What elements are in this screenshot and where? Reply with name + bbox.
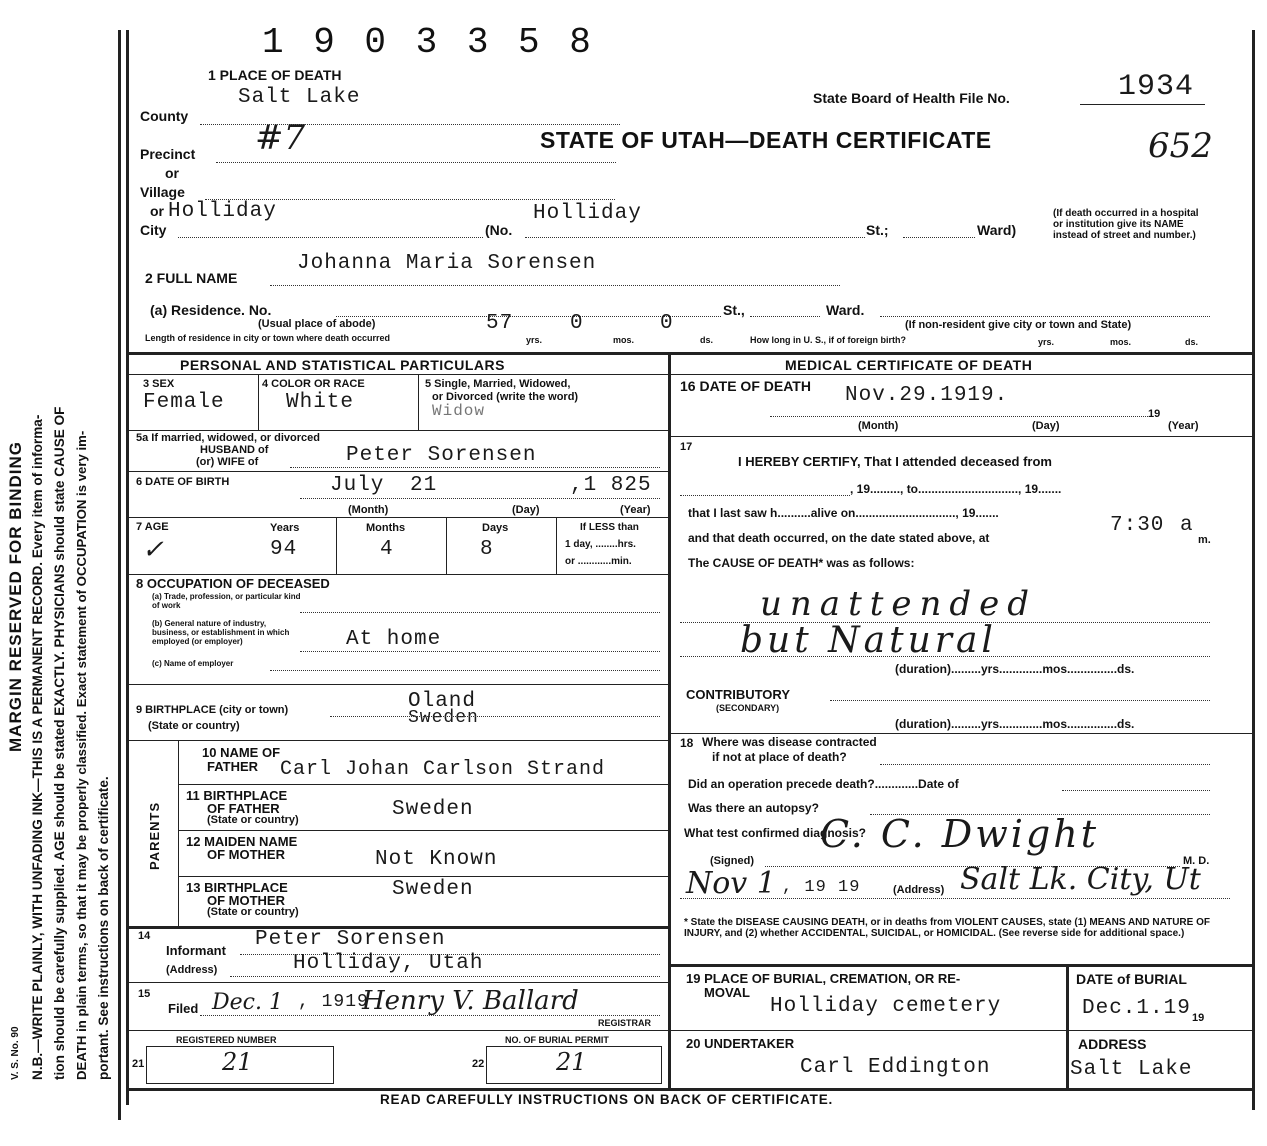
md-label: M. D. bbox=[1183, 855, 1210, 867]
operation-label: Did an operation precede death?.............Date of bbox=[688, 777, 959, 791]
death-time-m: m. bbox=[1198, 534, 1211, 546]
death-day-label: (Day) bbox=[1032, 420, 1060, 432]
precinct-value: #7 bbox=[255, 118, 306, 158]
length-residence-label: Length of residence in city or town where death occurred bbox=[145, 333, 391, 343]
physician-signature: C. C. Dwight bbox=[820, 812, 1099, 856]
dob-day: 21 bbox=[410, 474, 438, 497]
father-bp-row-line bbox=[178, 830, 668, 831]
disease-contracted-line bbox=[880, 764, 1210, 765]
handwritten-number: 652 bbox=[1148, 126, 1213, 166]
birthplace-state-label: (State or country) bbox=[148, 720, 240, 732]
burial-mid-line bbox=[670, 1030, 1252, 1031]
street-line bbox=[525, 237, 865, 238]
medical-section-title: MEDICAL CERTIFICATE OF DEATH bbox=[785, 357, 1033, 373]
color-marital-divider bbox=[418, 375, 419, 430]
informant-address-line bbox=[230, 976, 660, 977]
informant-number: 14 bbox=[138, 930, 151, 942]
sex-label: 3 SEX bbox=[143, 378, 175, 390]
address-label-physician: (Address) bbox=[893, 884, 945, 896]
dob-line bbox=[300, 498, 660, 499]
street-no-label: (No. bbox=[485, 222, 513, 238]
father-birthplace-label-2: OF FATHER bbox=[207, 801, 280, 816]
section-header-bottom bbox=[126, 374, 1252, 375]
color-value: White bbox=[286, 391, 355, 414]
filed-year: , 1919 bbox=[298, 992, 369, 1012]
age-days-label: Days bbox=[482, 522, 509, 534]
color-label: 4 COLOR OR RACE bbox=[262, 378, 365, 390]
burial-place-value: Holliday cemetery bbox=[770, 995, 1002, 1018]
certify-text: I HEREBY CERTIFY, That I attended deceased from bbox=[738, 454, 1052, 469]
residence-st-line bbox=[750, 316, 820, 317]
or-label-2: or bbox=[150, 203, 164, 219]
file-no-value: 1934 bbox=[1118, 70, 1195, 104]
length-days: 0 bbox=[660, 312, 674, 335]
age-months-label: Months bbox=[366, 522, 406, 534]
death-time-value: 7:30 bbox=[1110, 514, 1165, 537]
footer-instructions: READ CAREFULLY INSTRUCTIONS ON BACK OF CERTIFICATE. bbox=[380, 1092, 834, 1107]
nonresident-note: (If non-resident give city or town and State) bbox=[905, 319, 1132, 331]
burial-date-19: 19 bbox=[1192, 1012, 1205, 1024]
father-birthplace: Sweden bbox=[392, 798, 474, 821]
mother-birthplace-label-1: 13 BIRTHPLACE bbox=[186, 880, 288, 895]
dob-day-label: (Day) bbox=[512, 504, 540, 516]
death-year-label: (Year) bbox=[1168, 420, 1199, 432]
birthplace-line bbox=[330, 716, 660, 717]
marital-label-1: 5 Single, Married, Widowed, bbox=[425, 378, 571, 390]
filed-bottom-line bbox=[126, 1030, 668, 1031]
cause-line-2: but Natural bbox=[740, 620, 997, 661]
margin-binding-note: MARGIN RESERVED FOR BINDING bbox=[6, 441, 25, 752]
occupation-b: (b) General nature of industry, business, or establishment in which employed (or employer) bbox=[152, 619, 290, 646]
row-line-5a bbox=[126, 471, 668, 472]
test-label: What test confirmed diagnosis? bbox=[684, 826, 867, 840]
margin-instruction-3: DEATH in plain terms, so that it may be properly classified. Exact statement of OCCUPATION is very im- bbox=[74, 430, 89, 1080]
hospital-note: (If death occurred in a hospital or institution give its NAME instead of street and number.) bbox=[1053, 208, 1199, 241]
burial-date-label: DATE of BURIAL bbox=[1076, 971, 1187, 987]
filed-date: Dec. 1 bbox=[212, 990, 283, 1015]
father-name-label-1: 10 NAME OF bbox=[202, 745, 281, 760]
full-name-line bbox=[270, 285, 840, 286]
spouse-label-1: 5a If married, widowed, or divorced bbox=[136, 432, 320, 444]
informant-bottom-line bbox=[126, 982, 668, 983]
age-label: 7 AGE bbox=[136, 521, 169, 533]
length-months: 0 bbox=[570, 312, 584, 335]
precinct-label: Precinct bbox=[140, 146, 196, 162]
spouse-label-2: HUSBAND of bbox=[200, 444, 269, 456]
file-no-line bbox=[1080, 104, 1205, 105]
age-less-3: or ............min. bbox=[565, 556, 632, 567]
city-line bbox=[178, 237, 483, 238]
item-18-number: 18 bbox=[680, 736, 694, 750]
residence-ward-label: Ward. bbox=[826, 302, 865, 318]
birthplace-city: Oland bbox=[408, 690, 477, 713]
disease-contracted-label-2: if not at place of death? bbox=[712, 750, 847, 764]
age-years-label: Years bbox=[270, 522, 300, 534]
signature-date: Nov 1 bbox=[686, 866, 776, 901]
occupation-c-line bbox=[270, 670, 660, 671]
us-ds-label: ds. bbox=[1185, 337, 1199, 347]
street-label: St.; bbox=[866, 222, 889, 238]
informant-name: Peter Sorensen bbox=[255, 928, 446, 951]
contributory-duration: (duration).........yrs.............mos...............ds. bbox=[895, 717, 1135, 731]
city-value: Holliday bbox=[168, 200, 277, 223]
father-name-label-2: FATHER bbox=[207, 759, 259, 774]
physician-address-line bbox=[680, 898, 1230, 899]
center-divider bbox=[668, 352, 671, 964]
cause-duration: (duration).........yrs.............mos...............ds. bbox=[895, 662, 1135, 676]
full-name-value: Johanna Maria Sorensen bbox=[297, 252, 597, 275]
margin-rule bbox=[118, 30, 121, 1120]
spouse-label-3: (or) WIFE of bbox=[196, 456, 259, 468]
dob-label: 6 DATE OF BIRTH bbox=[136, 476, 230, 488]
informant-label: Informant bbox=[166, 943, 226, 958]
burial-place-label-1: 19 PLACE OF BURIAL, CREMATION, OR RE- bbox=[686, 971, 961, 986]
age-divider-2 bbox=[446, 518, 447, 574]
father-row-line bbox=[178, 784, 668, 785]
cause-line-1: unattended bbox=[760, 584, 1038, 624]
burial-date-value: Dec.1.19 bbox=[1082, 997, 1191, 1020]
row-line-7 bbox=[126, 574, 668, 575]
mother-birthplace: Sweden bbox=[392, 878, 474, 901]
village-label: Village bbox=[140, 184, 185, 200]
mother-name-label-2: OF MOTHER bbox=[207, 847, 285, 862]
secondary-label: (SECONDARY) bbox=[716, 703, 780, 713]
marital-value: Widow bbox=[432, 402, 486, 420]
cause-label: The CAUSE OF DEATH* was as follows: bbox=[688, 556, 915, 570]
county-label: County bbox=[140, 108, 189, 124]
residence-st-label: St., bbox=[723, 302, 745, 318]
death-month-label: (Month) bbox=[858, 420, 899, 432]
ward-label: Ward) bbox=[977, 222, 1017, 238]
autopsy-label: Was there an autopsy? bbox=[688, 801, 819, 815]
informant-address: Holliday, Utah bbox=[293, 952, 484, 975]
or-label-1: or bbox=[165, 165, 179, 181]
precinct-line bbox=[216, 162, 616, 163]
county-value: Salt Lake bbox=[238, 86, 361, 109]
row-line-8 bbox=[126, 684, 668, 685]
informant-address-label: (Address) bbox=[166, 964, 218, 976]
parents-divider bbox=[178, 741, 179, 927]
undertaker-value: Carl Eddington bbox=[800, 1056, 991, 1079]
occupation-a: (a) Trade, profession, or particular kind of work bbox=[152, 592, 301, 610]
usual-abode-label: (Usual place of abode) bbox=[258, 318, 376, 330]
street-value: Holliday bbox=[533, 202, 642, 225]
full-name-label: 2 FULL NAME bbox=[145, 270, 238, 286]
death-date-line bbox=[770, 416, 1148, 417]
signature-year: , 19 19 bbox=[782, 878, 861, 897]
physician-address: Salt Lk. City, Ut bbox=[960, 862, 1201, 897]
medical-bottom-line bbox=[670, 964, 1252, 967]
father-birthplace-label-1: 11 BIRTHPLACE bbox=[186, 788, 288, 803]
contributory-label: CONTRIBUTORY bbox=[686, 687, 790, 702]
age-check: ✓ bbox=[142, 535, 164, 565]
death-date-bottom-line bbox=[670, 436, 1252, 437]
undertaker-label: 20 UNDERTAKER bbox=[686, 1036, 795, 1051]
dob-year-label: (Year) bbox=[620, 504, 651, 516]
place-of-death-label: 1 PLACE OF DEATH bbox=[208, 67, 342, 83]
margin-instruction-1: N.B.—WRITE PLAINLY, WITH UNFADING INK—THIS IS A PERMANENT RECORD. Every item of informa- bbox=[30, 414, 45, 1080]
burial-permit-value: 21 bbox=[556, 1048, 587, 1076]
mother-row-line bbox=[178, 876, 668, 877]
birthplace-label: 9 BIRTHPLACE (city or town) bbox=[136, 704, 289, 716]
file-no-label: State Board of Health File No. bbox=[813, 90, 1010, 106]
city-label: City bbox=[140, 222, 167, 238]
father-birthplace-label-3: (State or country) bbox=[207, 814, 299, 826]
item-17-number: 17 bbox=[680, 441, 693, 453]
dob-year: ,1 825 bbox=[570, 474, 652, 497]
spouse-value: Peter Sorensen bbox=[346, 444, 537, 467]
residence-label: (a) Residence. No. bbox=[150, 302, 272, 318]
registered-number-label: REGISTERED NUMBER bbox=[176, 1035, 277, 1045]
mother-name: Not Known bbox=[375, 848, 498, 871]
parents-side-label: PARENTS bbox=[147, 801, 162, 870]
spouse-line bbox=[290, 467, 660, 468]
personal-section-title: PERSONAL AND STATISTICAL PARTICULARS bbox=[180, 357, 505, 373]
burial-permit-num: 22 bbox=[472, 1058, 485, 1070]
vs-number: V. S. No. 90 bbox=[10, 1026, 21, 1080]
registrar-signature: Henry V. Ballard bbox=[362, 986, 579, 1016]
father-name: Carl Johan Carlson Strand bbox=[280, 758, 606, 781]
occupation-b-line bbox=[300, 651, 660, 652]
burial-permit-label: NO. OF BURIAL PERMIT bbox=[505, 1035, 609, 1045]
us-residence-label: How long in U. S., if of foreign birth? bbox=[750, 335, 906, 345]
ward-line bbox=[903, 237, 975, 238]
operation-line bbox=[1062, 790, 1210, 791]
burial-right-divider bbox=[1066, 964, 1069, 1088]
dob-month: July bbox=[330, 474, 385, 497]
certify-from-line bbox=[680, 495, 850, 496]
residence-ward-line bbox=[880, 316, 1210, 317]
occupation-c: (c) Name of employer bbox=[152, 659, 234, 668]
mother-birthplace-label-2: OF MOTHER bbox=[207, 893, 285, 908]
certify-from-to: , 19........., to.............................., 19....... bbox=[850, 482, 1062, 496]
age-less-1: If LESS than bbox=[580, 522, 639, 533]
registered-number-value: 21 bbox=[222, 1048, 253, 1076]
age-less-2: 1 day, ........hrs. bbox=[565, 539, 636, 550]
last-saw-text: that I last saw h..........alive on.............................., 19....... bbox=[688, 506, 999, 520]
mother-birthplace-label-3: (State or country) bbox=[207, 906, 299, 918]
undertaker-address-value: Salt Lake bbox=[1070, 1058, 1193, 1081]
contributory-line bbox=[830, 700, 1210, 701]
margin-instruction-2: tion should be carefully supplied. AGE should be stated EXACTLY. PHYSICIANS should state CAUSE OF bbox=[52, 406, 67, 1080]
cause-footnote: * State the DISEASE CAUSING DEATH, or in deaths from VIOLENT CAUSES, state (1) MEANS AND NATURE OF INJURY, and (2) whether ACCIDENTAL, SUICIDAL, or HOMICIDAL. (See reverse side for additional space.) bbox=[684, 917, 1210, 939]
death-date-19: 19 bbox=[1148, 408, 1161, 420]
age-divider-3 bbox=[556, 518, 557, 574]
filed-label: Filed bbox=[168, 1001, 199, 1016]
marital-label-2: or Divorced (write the word) bbox=[432, 391, 579, 403]
undertaker-address-label: ADDRESS bbox=[1078, 1036, 1147, 1052]
age-months: 4 bbox=[380, 538, 394, 561]
form-left-border bbox=[126, 30, 129, 1105]
sex-color-divider bbox=[258, 375, 259, 430]
death-date-label: 16 DATE OF DEATH bbox=[680, 378, 811, 394]
age-divider-1 bbox=[336, 518, 337, 574]
registrar-label: REGISTRAR bbox=[598, 1018, 652, 1028]
certificate-number: 1 9 0 3 3 5 8 bbox=[262, 22, 595, 63]
row-line-9 bbox=[126, 740, 668, 741]
mother-name-label-1: 12 MAIDEN NAME bbox=[186, 834, 298, 849]
row-line-6 bbox=[126, 517, 668, 518]
length-years: 57 bbox=[486, 312, 514, 335]
occupation-label: 8 OCCUPATION OF DECEASED bbox=[136, 576, 330, 591]
filed-number: 15 bbox=[138, 988, 151, 1000]
age-days: 8 bbox=[480, 538, 494, 561]
row-line-5 bbox=[126, 430, 668, 431]
form-bottom-border bbox=[126, 1088, 1252, 1091]
death-occurred-text: and that death occurred, on the date stated above, at bbox=[688, 531, 990, 545]
us-yrs-label: yrs. bbox=[1038, 337, 1055, 347]
length-yrs-label: yrs. bbox=[526, 335, 543, 345]
occupation-value: At home bbox=[346, 628, 442, 651]
form-right-border bbox=[1252, 30, 1255, 1110]
cause-line-2-rule bbox=[680, 656, 1210, 657]
contributory-bottom-line bbox=[670, 733, 1252, 734]
length-mos-label: mos. bbox=[613, 335, 635, 345]
age-years: 94 bbox=[270, 538, 298, 561]
filed-line bbox=[200, 1015, 660, 1016]
signed-label: (Signed) bbox=[710, 855, 754, 867]
dob-month-label: (Month) bbox=[348, 504, 389, 516]
length-ds-label: ds. bbox=[700, 335, 714, 345]
registered-number-num: 21 bbox=[132, 1058, 145, 1070]
death-time-a: a bbox=[1180, 514, 1194, 537]
burial-place-label-2: MOVAL bbox=[704, 985, 750, 1000]
certificate-title: STATE OF UTAH—DEATH CERTIFICATE bbox=[540, 127, 992, 153]
sex-value: Female bbox=[143, 391, 225, 414]
birthplace-country: Sweden bbox=[408, 708, 479, 728]
section-divider bbox=[126, 352, 1252, 355]
margin-instruction-4: portant. See instructions on back of certificate. bbox=[96, 776, 111, 1080]
disease-contracted-label: Where was disease contracted bbox=[702, 735, 877, 749]
us-mos-label: mos. bbox=[1110, 337, 1132, 347]
occupation-a-line bbox=[300, 612, 660, 613]
death-date-value: Nov.29.1919. bbox=[845, 384, 1009, 407]
burial-left-divider bbox=[668, 964, 671, 1088]
